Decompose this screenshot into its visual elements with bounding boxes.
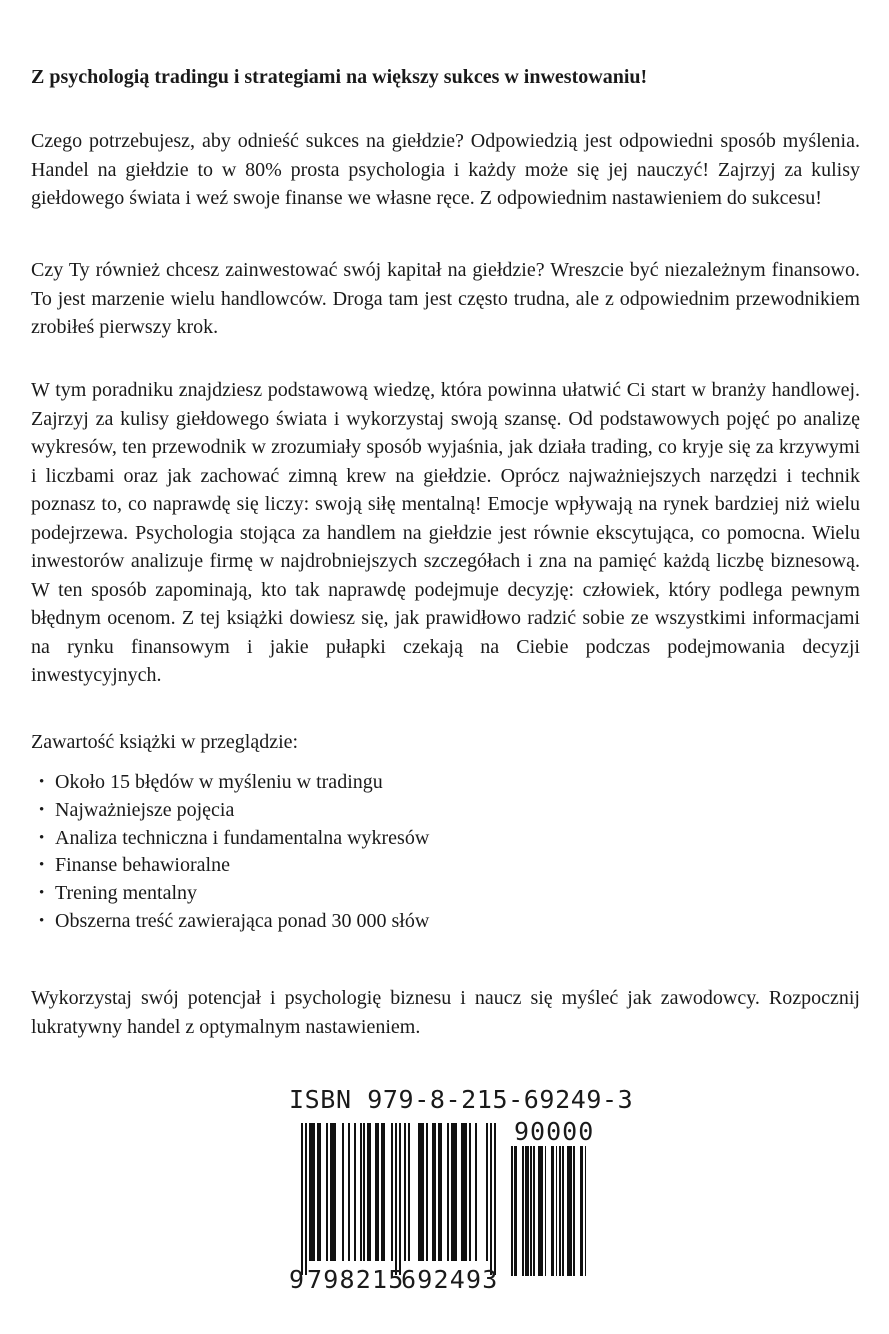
barcode-bar <box>573 1146 575 1276</box>
barcode-bar <box>490 1123 492 1275</box>
closing-paragraph: Wykorzystaj swój potencjał i psychologię biznesu i naucz się myśleć jak zawodowcy. Rozpocznij lukratywny handel z optymalnym nastawieniem. <box>31 987 860 1038</box>
barcode-bar <box>541 1146 543 1276</box>
headline: Z psychologią tradingu i strategiami na większy sukces w inwestowaniu! <box>31 66 648 88</box>
intro-paragraph: Czego potrzebujesz, aby odnieść sukces na giełdzie? Odpowiedzią jest odpowiedni sposób myślenia. Handel na giełdzie to w 80% prosta psychologia i każdy może się jej nauczyć! Zajrzyj za kulisy giełdowego świata i weź swoje finanse we własne ręce. Z odpowiednim nastawieniem do sukcesu! <box>31 130 860 209</box>
barcode-bar <box>326 1123 328 1261</box>
barcode-bar <box>559 1146 561 1276</box>
barcode-bar <box>377 1123 379 1261</box>
barcode-bar <box>511 1146 513 1276</box>
list-item: • Obszerna treść zawierająca ponad 30 000 słów <box>31 908 429 936</box>
list-item: • Analiza techniczna i fundamentalna wykresów <box>31 825 429 853</box>
list-item: • Około 15 błędów w myśleniu w tradingu <box>31 769 429 797</box>
barcode-bar <box>570 1146 572 1276</box>
ean-right-digits: 692493 <box>401 1265 499 1294</box>
barcode-bar <box>440 1123 442 1261</box>
ean-left-digits: 798215 <box>307 1265 405 1294</box>
barcode-bar <box>516 1146 518 1276</box>
barcode-bar <box>581 1146 583 1276</box>
barcode-bar <box>391 1123 393 1261</box>
barcode-bar <box>422 1123 424 1261</box>
barcode-bar <box>553 1146 555 1276</box>
list-item: • Najważniejsze pojęcia <box>31 797 429 825</box>
barcode-bar <box>545 1146 547 1276</box>
second-paragraph: Czy Ty również chcesz zainwestować swój kapitał na giełdzie? Wreszcie być niezależnym finansowo. To jest marzenie wielu handlowców. Droga tam jest często trudna, ale z odpowiednim przewodnikiem zrobiłeś pierwszy krok. <box>31 259 860 338</box>
barcode-bar <box>426 1123 428 1261</box>
barcode-bar <box>305 1123 307 1275</box>
ean-first-digit: 9 <box>289 1265 305 1294</box>
barcode-bar <box>533 1146 535 1276</box>
barcode-bar <box>469 1123 471 1261</box>
barcode-bar <box>342 1123 344 1261</box>
barcode-bar <box>465 1123 467 1261</box>
description-paragraph: W tym poradniku znajdziesz podstawową wiedzę, która powinna ułatwić Ci start w branży handlowej. Zajrzyj za kulisy giełdowego świata i wykorzystaj swoją szansę. Od podstawowych pojęć po analizę wykresów, ten przewodnik w zrozumiały sposób wyjaśnia, jak działa trading, co kryje się za krzywymi i liczbami oraz jak zachować zimną krew na giełdzie. Oprócz najważniejszych narzędzi i technik poznasz to, co naprawdę się liczy: swoją siłę mentalną! Emocje wpływają na rynek bardziej niż wielu podejrzewa. Psychologia stojąca za handlem na giełdzie jest równie ekscytująca, co pomocna. Wielu inwestorów analizuje firmę w najdrobniejszych szczegółach i zna na pamięć każdą liczbę biznesową. W ten sposób zapominają, kto tak naprawdę podejmuje decyzję: człowiek, który podlega pewnym błędnym ocenom. Z tej książki dowiesz się, jak prawidłowo radzić sobie ze wszystkimi informacjami na rynku finansowym i jakie pułapki czekają na Ciebie podczas podejmowania decyzji inwestycyjnych. <box>31 379 860 686</box>
barcode-bar <box>527 1146 529 1276</box>
price-code: 90000 <box>514 1117 595 1146</box>
list-item: • Trening mentalny <box>31 880 429 908</box>
barcode-bar <box>556 1146 558 1276</box>
barcode-bar <box>383 1123 385 1261</box>
isbn-label: ISBN 979-8-215-69249-3 <box>289 1085 634 1114</box>
barcode-bar <box>404 1123 406 1261</box>
barcode-bar <box>486 1123 488 1261</box>
barcode-bar <box>313 1123 315 1261</box>
barcode-bar <box>562 1146 564 1276</box>
contents-heading: Zawartość książki w przeglądzie: <box>31 731 299 753</box>
barcode-bar <box>319 1123 321 1261</box>
barcode-bar <box>408 1123 410 1261</box>
barcode-bar <box>585 1146 587 1276</box>
isbn-barcode <box>289 1085 634 1295</box>
barcode-bar <box>348 1123 350 1261</box>
barcode-bar <box>434 1123 436 1261</box>
barcode-bar <box>301 1123 303 1275</box>
list-item: • Finanse behawioralne <box>31 852 429 880</box>
barcode-bar <box>399 1123 401 1275</box>
barcode-bar <box>395 1123 397 1275</box>
barcode-bar <box>475 1123 477 1261</box>
barcode-bar <box>354 1123 356 1261</box>
barcode-bar <box>530 1146 532 1276</box>
barcode-bar <box>447 1123 449 1261</box>
barcode-bar <box>363 1123 365 1261</box>
barcode-bar <box>369 1123 371 1261</box>
barcode-bar <box>494 1123 496 1275</box>
contents-list <box>31 769 429 936</box>
barcode-bar <box>522 1146 524 1276</box>
barcode-bar <box>455 1123 457 1261</box>
barcode-bar <box>334 1123 336 1261</box>
